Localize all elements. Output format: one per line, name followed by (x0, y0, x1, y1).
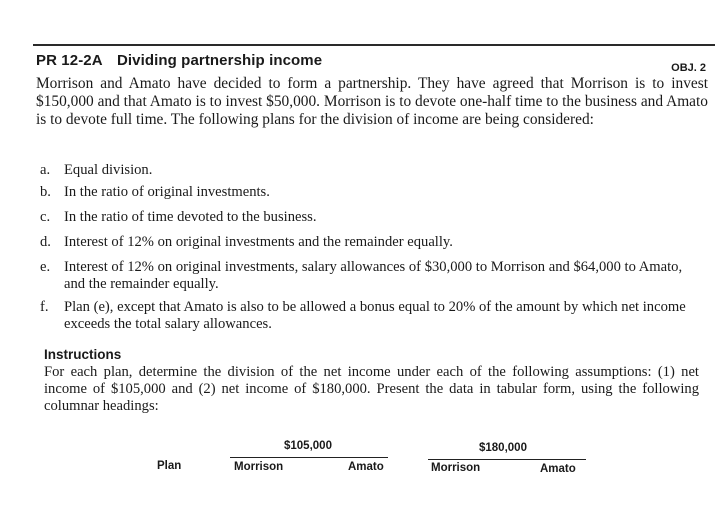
plan-text: Interest of 12% on original investments and the remainder equally. (64, 234, 453, 250)
heading-amato-2: Amato (540, 463, 576, 475)
plan-text: Equal division. (64, 162, 153, 178)
top-rule (33, 44, 715, 46)
problem-code: PR 12-2A (36, 52, 103, 69)
plan-letter: f. (40, 299, 49, 315)
instructions-heading: Instructions (44, 347, 122, 362)
plan-item-c (40, 209, 704, 226)
heading-plan: Plan (157, 460, 182, 472)
heading-amato-1: Amato (348, 461, 384, 473)
objective-label: OBJ. 2 (671, 62, 706, 74)
plan-letter: c. (40, 209, 51, 225)
plan-letter: e. (40, 259, 51, 275)
plan-text: In the ratio of time devoted to the business. (64, 209, 317, 225)
plan-item-e (40, 259, 704, 292)
heading-morrison-1: Morrison (234, 461, 284, 473)
problem-title: Dividing partnership income (116, 52, 323, 69)
plan-item-a (40, 162, 704, 179)
plan-item-d (40, 234, 704, 251)
plan-item-b (40, 184, 704, 201)
problem-intro: Morrison and Amato have decided to form a partnership. They have agreed that Morrison is to invest $150,000 and that Amato is to invest $50,000. Morrison is to devote one-half time to the business and Amato is to devote full time. The following plans for the division of income are being considered: (36, 75, 708, 128)
heading-group-180000: $180,000 (479, 442, 527, 454)
problem-header (36, 52, 322, 69)
plan-text: Interest of 12% on original investments, salary allowances of $30,000 to Morrison and $64,000 to Amato, and the remainder equally. (64, 259, 683, 292)
group-rule-1 (230, 457, 388, 458)
heading-group-105000: $105,000 (284, 440, 332, 452)
plan-item-f (40, 299, 704, 332)
plan-text: In the ratio of original investments. (64, 184, 270, 200)
group-rule-2 (428, 459, 586, 460)
plan-text: Plan (e), except that Amato is also to be allowed a bonus equal to 20% of the amount by which net income exceeds the total salary allowances. (64, 299, 686, 332)
plan-letter: b. (40, 184, 51, 200)
heading-morrison-2: Morrison (431, 462, 481, 474)
plan-letter: d. (40, 234, 51, 250)
plan-letter: a. (40, 162, 51, 178)
instructions-text: For each plan, determine the division of the net income under each of the following assumptions: (1) net income of $105,000 and (2) net income of $180,000. Present the data in tabular form, using the following columnar headings: (44, 364, 699, 414)
